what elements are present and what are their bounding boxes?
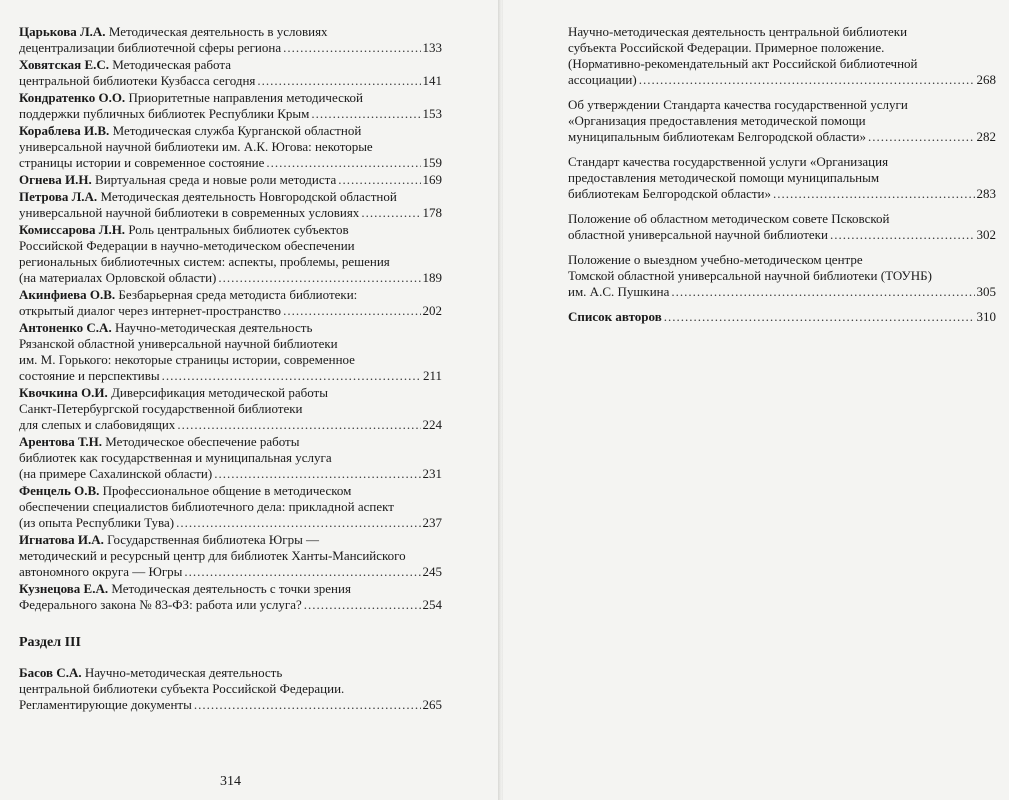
entry-page-number: 224 [422, 417, 442, 432]
entry-author: Царькова Л.А. [19, 24, 106, 39]
entry-title-line: Положение об областном методическом совете Псковской [568, 211, 890, 226]
left-page [0, 0, 501, 800]
entry-title-line: Стандарт качества государственной услуги «Организация [568, 154, 889, 169]
authors-list-label: Список авторов [568, 309, 662, 324]
entry-title-line: страницы истории и современное состояние [19, 155, 265, 170]
entry-title-line: Роль центральных библиотек субъектов [125, 222, 349, 237]
dot-leader [361, 205, 420, 221]
entry-page-number: 237 [422, 515, 442, 530]
entry-title-line: универсальной научной библиотеки в современных условиях [19, 205, 360, 220]
dot-leader [664, 309, 975, 325]
dot-leader [639, 72, 975, 88]
entry-title-line: Рязанской областной универсальной научной библиотеки [19, 336, 338, 351]
entry-page-number: 283 [976, 186, 996, 201]
entry-title-line: Научно-методическая деятельность [81, 665, 283, 680]
toc-entry[interactable] [19, 172, 442, 188]
entry-title-line: им. А.С. Пушкина [568, 284, 670, 299]
dot-leader [671, 284, 974, 300]
entry-title-line: Томской областной универсальной научной библиотеки (ТОУНБ) [568, 268, 932, 283]
entry-page-number: 133 [422, 40, 442, 55]
entry-author: Комиссарова Л.Н. [19, 222, 126, 237]
dot-leader [830, 227, 975, 243]
dot-leader [338, 172, 420, 188]
toc-entry[interactable] [19, 287, 442, 319]
entry-author: Антоненко С.А. [19, 320, 112, 335]
entry-page-number: 178 [422, 205, 442, 220]
entry-title-line: открытый диалог через интернет-пространство [19, 303, 282, 318]
entry-page-number: 159 [422, 155, 442, 170]
entry-title-line: Методическая служба Курганской областной [109, 123, 362, 138]
section-heading: Раздел III [19, 635, 81, 650]
entry-title-line: Методическое обеспечение работы [102, 434, 300, 449]
entry-page-number: 202 [422, 303, 442, 318]
entry-page-number: 265 [422, 697, 442, 712]
toc-entry[interactable] [19, 222, 442, 286]
entry-title-line: «Организация предоставления методической помощи [568, 113, 866, 128]
toc-entry[interactable] [568, 24, 996, 88]
dot-leader [283, 40, 420, 56]
dot-leader [257, 73, 420, 89]
entry-title-line: децентрализации библиотечной сферы региона [19, 40, 282, 55]
entry-title-line: Диверсификация методической работы [107, 385, 328, 400]
entry-page-number: 305 [976, 284, 996, 299]
toc-entry[interactable] [19, 24, 442, 56]
entry-title-line: центральной библиотеки субъекта Российской Федерации. [19, 681, 345, 696]
entry-title-line: Научно-методическая деятельность центральной библиотеки [568, 24, 908, 39]
toc-entry[interactable] [19, 483, 442, 531]
entry-page-number: 282 [976, 129, 996, 144]
entry-title-line: (Нормативно-рекомендательный акт Российской библиотечной [568, 56, 918, 71]
entry-author: Огнева И.Н. [19, 172, 92, 187]
dot-leader [311, 106, 420, 122]
entry-title-line: ассоциации) [568, 72, 637, 87]
entry-title-line: Методическая работа [109, 57, 231, 72]
toc-entry[interactable] [19, 123, 442, 171]
entry-page-number: 302 [976, 227, 996, 242]
toc-entry[interactable] [568, 252, 996, 300]
toc-entry[interactable] [19, 434, 442, 482]
toc-entry[interactable] [19, 90, 442, 122]
dot-leader [214, 466, 420, 482]
entry-title-line: центральной библиотеки Кузбасса сегодня [19, 73, 256, 88]
entry-title-line: Профессиональное общение в методическом [99, 483, 352, 498]
toc-entry[interactable] [19, 385, 442, 433]
entry-page-number: 310 [976, 309, 996, 324]
toc-entry[interactable] [19, 189, 442, 221]
entry-title-line: универсальной научной библиотеки им. А.К. Югова: некоторые [19, 139, 373, 154]
entry-title-line: методический и ресурсный центр для библиотек Ханты-Мансийского [19, 548, 406, 563]
entry-title-line: Безбарьерная среда методиста библиотеки: [115, 287, 358, 302]
entry-title-line: Об утверждении Стандарта качества государственной услуги [568, 97, 908, 112]
entry-author: Петрова Л.А. [19, 189, 98, 204]
entry-title-line: (из опыта Республики Тува) [19, 515, 175, 530]
left-toc [19, 24, 442, 789]
right-page [503, 0, 1009, 800]
entry-title-line: (на примере Сахалинской области) [19, 466, 213, 481]
entry-page-number: 245 [422, 564, 442, 579]
entry-title-line: региональных библиотечных систем: аспекты, проблемы, решения [19, 254, 390, 269]
dot-leader [868, 129, 975, 145]
entry-title-line: поддержки публичных библиотек Республики Крым [19, 106, 310, 121]
page-number: 314 [220, 774, 241, 789]
toc-entry[interactable] [568, 97, 996, 145]
right-toc [568, 24, 996, 326]
entry-title-line: Федерального закона № 83-ФЗ: работа или услуга? [19, 597, 302, 612]
entry-title-line: автономного округа — Югры [19, 564, 183, 579]
entry-title-line: для слепых и слабовидящих [19, 417, 176, 432]
toc-entry[interactable] [19, 57, 442, 89]
entry-title-line: Виртуальная среда и новые роли методиста [91, 172, 337, 187]
entry-page-number: 141 [422, 73, 442, 88]
entry-title-line: обеспечении специалистов библиотечного дела: прикладной аспект [19, 499, 394, 514]
entry-title-line: Методическая деятельность Новгородской областной [97, 189, 397, 204]
entry-author: Фенцель О.В. [19, 483, 100, 498]
entry-title-line: библиотекам Белгородской области» [568, 186, 772, 201]
dot-leader [773, 186, 974, 202]
entry-page-number: 169 [422, 172, 442, 187]
entry-title-line: Государственная библиотека Югры — [103, 532, 320, 547]
entry-author: Кузнецова Е.А. [19, 581, 109, 596]
entry-title-line: состояние и перспективы [19, 368, 160, 383]
entry-title-line: областной универсальной научной библиотеки [568, 227, 828, 242]
entry-title-line: предоставления методической помощи муниципальным [568, 170, 880, 185]
dot-leader [266, 155, 420, 171]
entry-author: Квочкина О.И. [19, 385, 108, 400]
toc-entry[interactable] [19, 532, 442, 580]
entry-author: Кораблева И.В. [19, 123, 110, 138]
dot-leader [162, 368, 421, 384]
entry-title-line: субъекта Российской Федерации. Примерное положение. [568, 40, 885, 55]
toc-entry[interactable] [19, 581, 442, 613]
entry-author: Игнатова И.А. [19, 532, 104, 547]
entry-title-line: библиотек как государственная и муниципальная услуга [19, 450, 332, 465]
dot-leader [184, 564, 420, 580]
entry-page-number: 268 [976, 72, 996, 87]
dot-leader [177, 417, 420, 433]
entry-author: Акинфиева О.В. [19, 287, 116, 302]
toc-entry[interactable] [19, 320, 442, 384]
entry-author: Басов С.А. [19, 665, 82, 680]
entry-page-number: 211 [422, 368, 442, 383]
toc-entry[interactable] [568, 211, 996, 243]
entry-page-number: 254 [422, 597, 442, 612]
dot-leader [194, 697, 421, 713]
authors-list-entry[interactable] [568, 309, 996, 325]
dot-leader [283, 303, 420, 319]
entry-title-line: им. М. Горького: некоторые страницы истории, современное [19, 352, 355, 367]
entry-author: Кондратенко О.О. [19, 90, 126, 105]
entry-title-line: Приоритетные направления методической [125, 90, 363, 105]
entry-title-line: Санкт-Петербургской государственной библиотеки [19, 401, 303, 416]
dot-leader [176, 515, 420, 531]
dot-leader [304, 597, 421, 613]
entry-title-line: Российской Федерации в научно-методическом обеспечении [19, 238, 355, 253]
entry-page-number: 189 [422, 270, 442, 285]
entry-title-line: Методическая деятельность в условиях [105, 24, 328, 39]
dot-leader [218, 270, 420, 286]
entry-title-line: Методическая деятельность с точки зрения [108, 581, 351, 596]
entry-author: Арентова Т.Н. [19, 434, 103, 449]
entry-author: Ховятская Е.С. [19, 57, 109, 72]
entry-page-number: 153 [422, 106, 442, 121]
entry-title-line: Положение о выездном учебно-методическом центре [568, 252, 863, 267]
toc-entry[interactable] [568, 154, 996, 202]
entry-title-line: муниципальным библиотекам Белгородской области» [568, 129, 866, 144]
entry-title-line: Научно-методическая деятельность [111, 320, 313, 335]
entry-title-line: (на материалах Орловской области) [19, 270, 217, 285]
entry-page-number: 231 [422, 466, 442, 481]
entry-title-line: Регламентирующие документы [19, 697, 192, 712]
toc-entry[interactable] [19, 665, 442, 713]
